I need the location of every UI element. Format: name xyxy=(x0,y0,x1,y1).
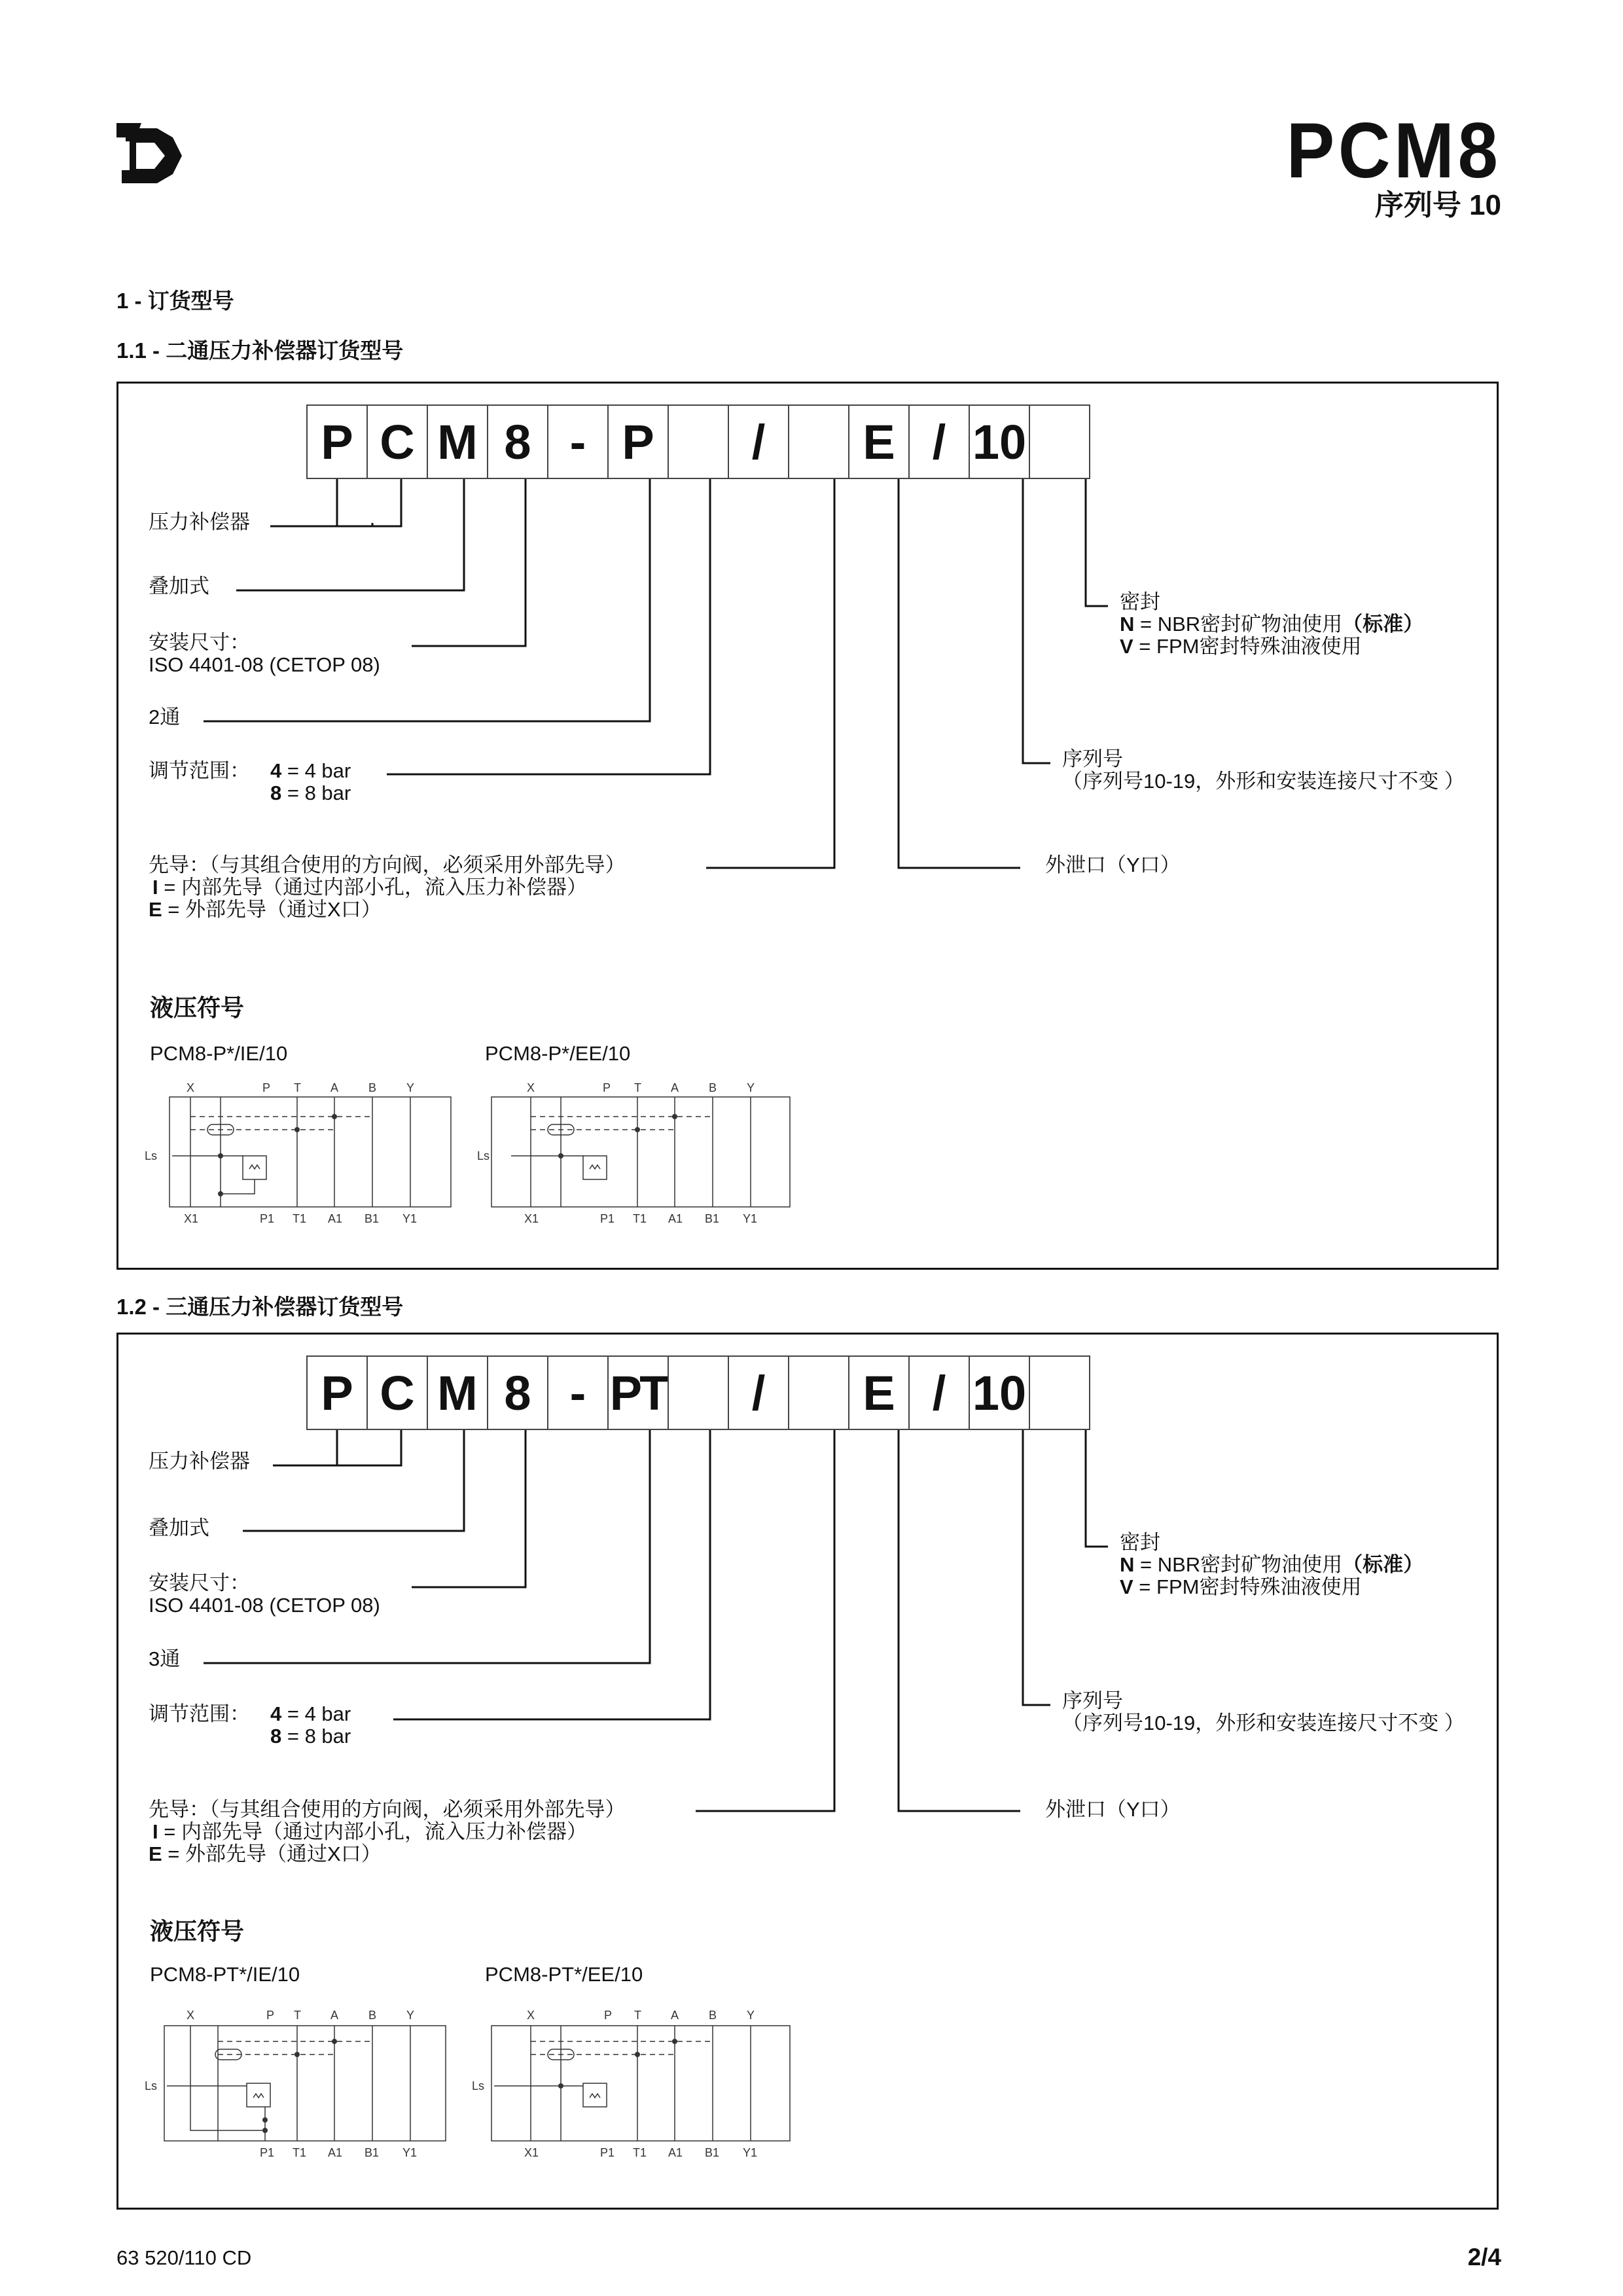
port-label: X1 xyxy=(524,1212,539,1225)
label-mounting: 安装尺寸： xyxy=(149,1571,250,1594)
label-range: 调节范围： xyxy=(149,759,250,782)
port-label: X xyxy=(527,2009,535,2022)
label-seal-fpm: V = FPM密封特殊油液使用 xyxy=(1120,635,1362,658)
label-seal: 密封 xyxy=(1120,590,1160,613)
label-modular: 叠加式 xyxy=(149,1516,209,1539)
port-label: P1 xyxy=(260,2146,275,2159)
code-cell: C xyxy=(366,404,428,479)
port-label: X1 xyxy=(524,2146,539,2159)
port-label: A xyxy=(330,1081,339,1094)
company-logo xyxy=(116,123,185,188)
code-cell: P xyxy=(607,404,669,479)
label-mounting-iso: ISO 4401-08 (CETOP 08) xyxy=(149,1594,380,1617)
port-label: T xyxy=(634,2009,641,2022)
series-subtitle: 序列号 10 xyxy=(1374,189,1501,221)
port-label: P xyxy=(262,1081,271,1094)
code-cell: E xyxy=(848,1355,910,1430)
code-cell: 10 xyxy=(969,404,1030,479)
port-label: B xyxy=(368,1081,377,1094)
symbol-caption: PCM8-PT*/EE/10 xyxy=(485,1963,643,1986)
port-label: Ls xyxy=(477,1149,490,1162)
code-cell: M xyxy=(427,1355,488,1430)
code-cell: P xyxy=(306,404,368,479)
page-number: 2/4 xyxy=(1467,2244,1501,2270)
port-label: Ls xyxy=(472,2079,485,2092)
port-label: B xyxy=(709,2009,717,2022)
port-label: Ls xyxy=(145,1149,158,1162)
port-label: B1 xyxy=(705,2146,720,2159)
code-cell: / xyxy=(728,1355,789,1430)
label-pilot: 先导：（与其组合使用的方向阀，必须采用外部先导） xyxy=(149,853,626,876)
port-label: P xyxy=(604,2009,613,2022)
port-label: A1 xyxy=(328,1212,343,1225)
label-pilot-external: E = 外部先导（通过X口） xyxy=(149,1842,382,1865)
port-label: Y1 xyxy=(402,1212,418,1225)
label-series: 序列号 xyxy=(1062,747,1123,770)
port-label: T1 xyxy=(293,1212,307,1225)
section-1-heading: 1 - 订货型号 xyxy=(116,289,234,313)
label-pilot: 先导：（与其组合使用的方向阀，必须采用外部先导） xyxy=(149,1798,626,1821)
code-cell: P xyxy=(306,1355,368,1430)
symbol-caption: PCM8-PT*/IE/10 xyxy=(150,1963,300,1986)
hydraulic-symbol xyxy=(145,1077,472,1241)
port-label: T1 xyxy=(633,1212,647,1225)
label-modular: 叠加式 xyxy=(149,575,209,598)
label-drain: 外泄口（Y口） xyxy=(1045,1798,1181,1821)
port-label: A1 xyxy=(668,2146,683,2159)
port-label: P1 xyxy=(260,1212,275,1225)
port-label: A xyxy=(671,2009,679,2022)
label-mounting: 安装尺寸： xyxy=(149,631,250,654)
port-label: P xyxy=(603,1081,611,1094)
port-label: B xyxy=(368,2009,377,2022)
port-label: A1 xyxy=(668,1212,683,1225)
label-range-4: 4 = 4 bar xyxy=(270,759,351,782)
hydraulic-symbol-title: 液压符号 xyxy=(150,1918,245,1945)
hydraulic-symbol xyxy=(477,1077,812,1241)
port-label: T1 xyxy=(293,2146,307,2159)
code-cell: E xyxy=(848,404,910,479)
port-label: B1 xyxy=(365,1212,380,1225)
hydraulic-symbol-title: 液压符号 xyxy=(150,994,245,1021)
label-ways: 2通 xyxy=(149,706,181,728)
port-label: Ls xyxy=(145,2079,158,2092)
code-cell: - xyxy=(547,1355,609,1430)
label-range-4: 4 = 4 bar xyxy=(270,1702,351,1725)
port-label: A1 xyxy=(328,2146,343,2159)
code-cell: - xyxy=(547,404,609,479)
port-label: P1 xyxy=(600,1212,615,1225)
label-seal-nbr: N = NBR密封矿物油使用（标准） xyxy=(1120,613,1424,636)
label-seal-fpm: V = FPM密封特殊油液使用 xyxy=(1120,1575,1362,1598)
port-label: Y xyxy=(406,2009,415,2022)
code-cell: / xyxy=(728,404,789,479)
label-ways: 3通 xyxy=(149,1647,181,1670)
code-cell: 8 xyxy=(487,404,548,479)
code-cell: 10 xyxy=(969,1355,1030,1430)
section-1-2-heading: 1.2 - 三通压力补偿器订货型号 xyxy=(116,1295,404,1319)
port-label: Y1 xyxy=(743,1212,758,1225)
port-label: B1 xyxy=(365,2146,380,2159)
code-cell: 8 xyxy=(487,1355,548,1430)
code-cell: M xyxy=(427,404,488,479)
port-label: X xyxy=(527,1081,535,1094)
label-series-note: （序列号10-19，外形和安装连接尺寸不变 ） xyxy=(1062,770,1465,793)
port-label: Y xyxy=(747,1081,755,1094)
port-label: P1 xyxy=(600,2146,615,2159)
code-cell: / xyxy=(908,404,970,479)
port-label: B1 xyxy=(705,1212,720,1225)
port-label: T xyxy=(634,1081,641,1094)
label-drain: 外泄口（Y口） xyxy=(1045,853,1181,876)
port-label: A xyxy=(671,1081,679,1094)
port-label: T xyxy=(294,1081,301,1094)
port-label: T1 xyxy=(633,2146,647,2159)
symbol-caption: PCM8-P*/IE/10 xyxy=(150,1042,288,1065)
port-label: T xyxy=(294,2009,301,2022)
label-compensator: 压力补偿器 xyxy=(149,1450,250,1473)
label-pilot-external: E = 外部先导（通过X口） xyxy=(149,898,382,921)
port-label: X xyxy=(187,2009,195,2022)
port-label: X1 xyxy=(184,1212,199,1225)
label-series-note: （序列号10-19，外形和安装连接尺寸不变 ） xyxy=(1062,1712,1465,1734)
section-1-1-heading: 1.1 - 二通压力补偿器订货型号 xyxy=(116,338,404,363)
document-code: 63 520/110 CD xyxy=(116,2246,252,2269)
label-compensator: 压力补偿器 xyxy=(149,511,250,533)
label-range-8: 8 = 8 bar xyxy=(270,781,351,804)
hydraulic-symbol xyxy=(472,2002,812,2172)
port-label: B xyxy=(709,1081,717,1094)
order-code-panel-3way xyxy=(116,1333,1499,2210)
label-pilot-internal: I = 内部先导（通过内部小孔，流入压力补偿器） xyxy=(152,1820,587,1843)
label-mounting-iso: ISO 4401-08 (CETOP 08) xyxy=(149,653,380,676)
label-range: 调节范围： xyxy=(149,1702,250,1725)
port-label: Y xyxy=(747,2009,755,2022)
port-label: X xyxy=(187,1081,195,1094)
code-cell: PT xyxy=(607,1355,669,1430)
code-cell: C xyxy=(366,1355,428,1430)
symbol-caption: PCM8-P*/EE/10 xyxy=(485,1042,631,1065)
code-cell: / xyxy=(908,1355,970,1430)
port-label: Y1 xyxy=(743,2146,758,2159)
model-title: PCM8 xyxy=(1286,107,1501,194)
label-seal-nbr: N = NBR密封矿物油使用（标准） xyxy=(1120,1553,1424,1576)
label-pilot-internal: I = 内部先导（通过内部小孔，流入压力补偿器） xyxy=(152,876,587,899)
port-label: Y xyxy=(406,1081,415,1094)
label-series: 序列号 xyxy=(1062,1689,1123,1712)
label-range-8: 8 = 8 bar xyxy=(270,1725,351,1748)
order-code-panel-2way xyxy=(116,382,1499,1270)
port-label: A xyxy=(330,2009,339,2022)
label-seal: 密封 xyxy=(1120,1531,1160,1554)
port-label: Y1 xyxy=(402,2146,418,2159)
hydraulic-symbol xyxy=(145,2002,472,2172)
port-label: P xyxy=(266,2009,275,2022)
